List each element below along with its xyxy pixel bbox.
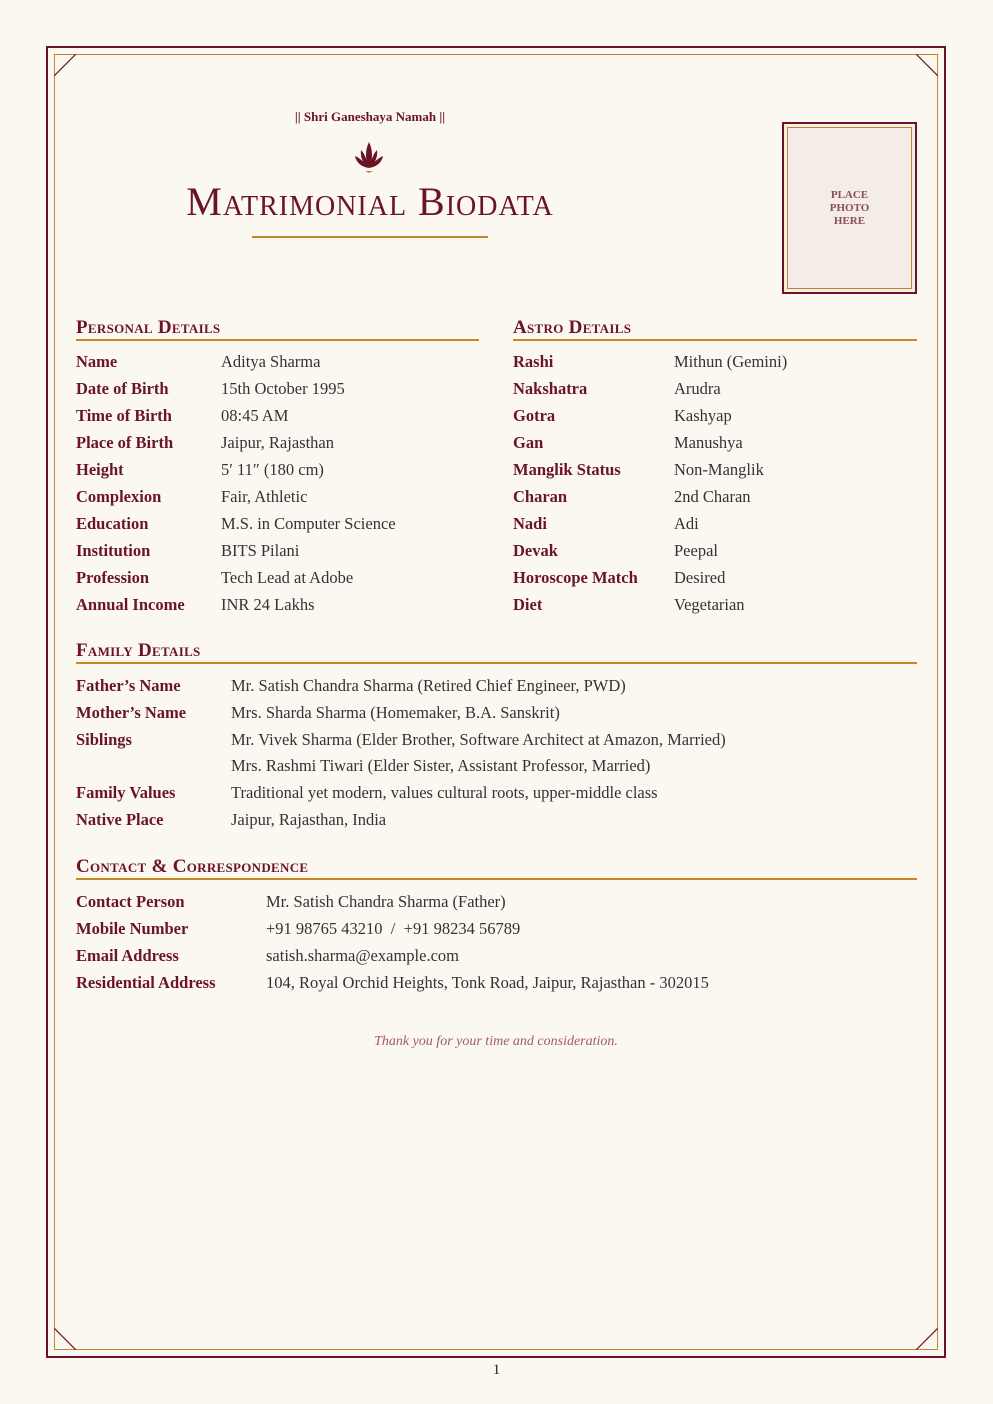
list-item	[513, 537, 917, 564]
field-label: Mother’s Name	[76, 702, 187, 722]
invocation-text: || Shri Ganeshaya Namah ||	[294, 109, 446, 124]
field-value: Mrs. Rashmi Tiwari (Elder Sister, Assistant Professor, Married)	[231, 756, 651, 775]
list-item	[76, 591, 479, 618]
list-item	[76, 564, 479, 591]
section-heading-astro: Astro Details	[513, 317, 917, 341]
list-item	[76, 348, 479, 375]
astro-details-list	[513, 348, 917, 618]
field-value: Traditional yet modern, values cultural roots, upper-middle class	[231, 782, 658, 802]
list-item	[76, 779, 917, 806]
field-value: Arudra	[674, 378, 721, 398]
section-heading-contact: Contact & Correspondence	[76, 856, 917, 880]
field-value: Vegetarian	[674, 594, 745, 614]
list-item	[76, 510, 479, 537]
field-value: Tech Lead at Adobe	[221, 567, 354, 587]
field-label: Gotra	[513, 405, 556, 425]
field-value: 2nd Charan	[674, 486, 751, 506]
list-item	[513, 429, 917, 456]
field-value: BITS Pilani	[221, 540, 300, 560]
field-value: Fair, Athletic	[221, 486, 308, 506]
personal-details-list	[76, 348, 479, 618]
list-item	[513, 348, 917, 375]
field-label: Native Place	[76, 809, 164, 829]
title-underline	[252, 236, 488, 238]
page-number: 1	[492, 1362, 501, 1378]
list-item	[76, 402, 479, 429]
field-value: 5′ 11″ (180 cm)	[221, 459, 324, 479]
list-item	[76, 375, 479, 402]
field-label: Complexion	[76, 486, 162, 506]
photo-label-line: PLACE	[830, 188, 869, 201]
list-item	[76, 429, 479, 456]
field-label: Family Values	[76, 782, 176, 802]
list-item	[76, 806, 917, 833]
list-item	[513, 375, 917, 402]
family-details-list	[76, 672, 917, 833]
field-value: +91 98765 43210 / +91 98234 56789	[266, 918, 521, 938]
list-item	[76, 753, 917, 779]
list-item	[76, 726, 917, 753]
list-item	[76, 672, 917, 699]
field-label: Siblings	[76, 729, 132, 749]
field-label: Date of Birth	[76, 378, 169, 398]
page-title: Matrimonial Biodata	[186, 179, 554, 224]
list-item	[513, 510, 917, 537]
field-value: Jaipur, Rajasthan, India	[231, 809, 387, 829]
field-label: Father’s Name	[76, 675, 181, 695]
field-value: Peepal	[674, 540, 718, 560]
field-label: Profession	[76, 567, 150, 587]
field-value: Jaipur, Rajasthan	[221, 432, 334, 452]
field-value: 15th October 1995	[221, 378, 345, 398]
field-value: Adi	[674, 513, 699, 533]
thank-you-note: Thank you for your time and consideration.	[374, 1034, 618, 1049]
field-label: Email Address	[76, 945, 179, 965]
field-value: Manushya	[674, 432, 743, 452]
photo-label-line: HERE	[833, 214, 866, 227]
field-label: Contact Person	[76, 891, 185, 911]
field-label: Horoscope Match	[513, 567, 638, 587]
section-heading-personal: Personal Details	[76, 317, 479, 341]
field-label: Residential Address	[76, 972, 216, 992]
field-label: Gan	[513, 432, 544, 452]
field-value: Aditya Sharma	[221, 351, 321, 371]
field-value: Kashyap	[674, 405, 732, 425]
list-item	[76, 699, 917, 726]
photo-placeholder	[782, 122, 917, 294]
field-value: 08:45 AM	[221, 405, 289, 425]
list-item	[513, 456, 917, 483]
field-value: Mr. Satish Chandra Sharma (Retired Chief Engineer, PWD)	[231, 675, 626, 695]
photo-label-line: PHOTO	[829, 201, 870, 214]
field-label: Education	[76, 513, 149, 533]
field-label: Charan	[513, 486, 568, 506]
field-value: Mr. Vivek Sharma (Elder Brother, Software Architect at Amazon, Married)	[231, 729, 726, 749]
field-value: Desired	[674, 567, 726, 587]
lotus-icon	[353, 140, 385, 174]
list-item	[513, 591, 917, 618]
field-label: Institution	[76, 540, 151, 560]
field-value: satish.sharma@example.com	[266, 945, 459, 965]
field-label: Manglik Status	[513, 459, 621, 479]
list-item	[513, 402, 917, 429]
field-label: Name	[76, 351, 118, 371]
list-item	[513, 564, 917, 591]
list-item	[76, 942, 917, 969]
list-item	[76, 969, 917, 996]
field-value: Mr. Satish Chandra Sharma (Father)	[266, 891, 506, 911]
list-item	[76, 915, 917, 942]
list-item	[76, 456, 479, 483]
list-item	[76, 537, 479, 564]
field-value: 104, Royal Orchid Heights, Tonk Road, Jaipur, Rajasthan - 302015	[266, 972, 709, 992]
field-value: Mithun (Gemini)	[674, 351, 788, 371]
field-value: INR 24 Lakhs	[221, 594, 315, 614]
section-heading-family: Family Details	[76, 640, 917, 664]
list-item	[513, 483, 917, 510]
field-label: Diet	[513, 594, 543, 614]
field-value: Non-Manglik	[674, 459, 764, 479]
contact-details-list	[76, 888, 917, 996]
field-value: M.S. in Computer Science	[221, 513, 396, 533]
field-label: Annual Income	[76, 594, 185, 614]
field-value: Mrs. Sharda Sharma (Homemaker, B.A. Sanskrit)	[231, 702, 560, 722]
field-label: Devak	[513, 540, 558, 560]
field-label: Nadi	[513, 513, 547, 533]
field-label: Height	[76, 459, 124, 479]
field-label: Mobile Number	[76, 918, 189, 938]
field-label: Place of Birth	[76, 432, 174, 452]
field-label: Nakshatra	[513, 378, 588, 398]
list-item	[76, 888, 917, 915]
list-item	[76, 483, 479, 510]
field-label: Rashi	[513, 351, 554, 371]
field-label: Time of Birth	[76, 405, 172, 425]
